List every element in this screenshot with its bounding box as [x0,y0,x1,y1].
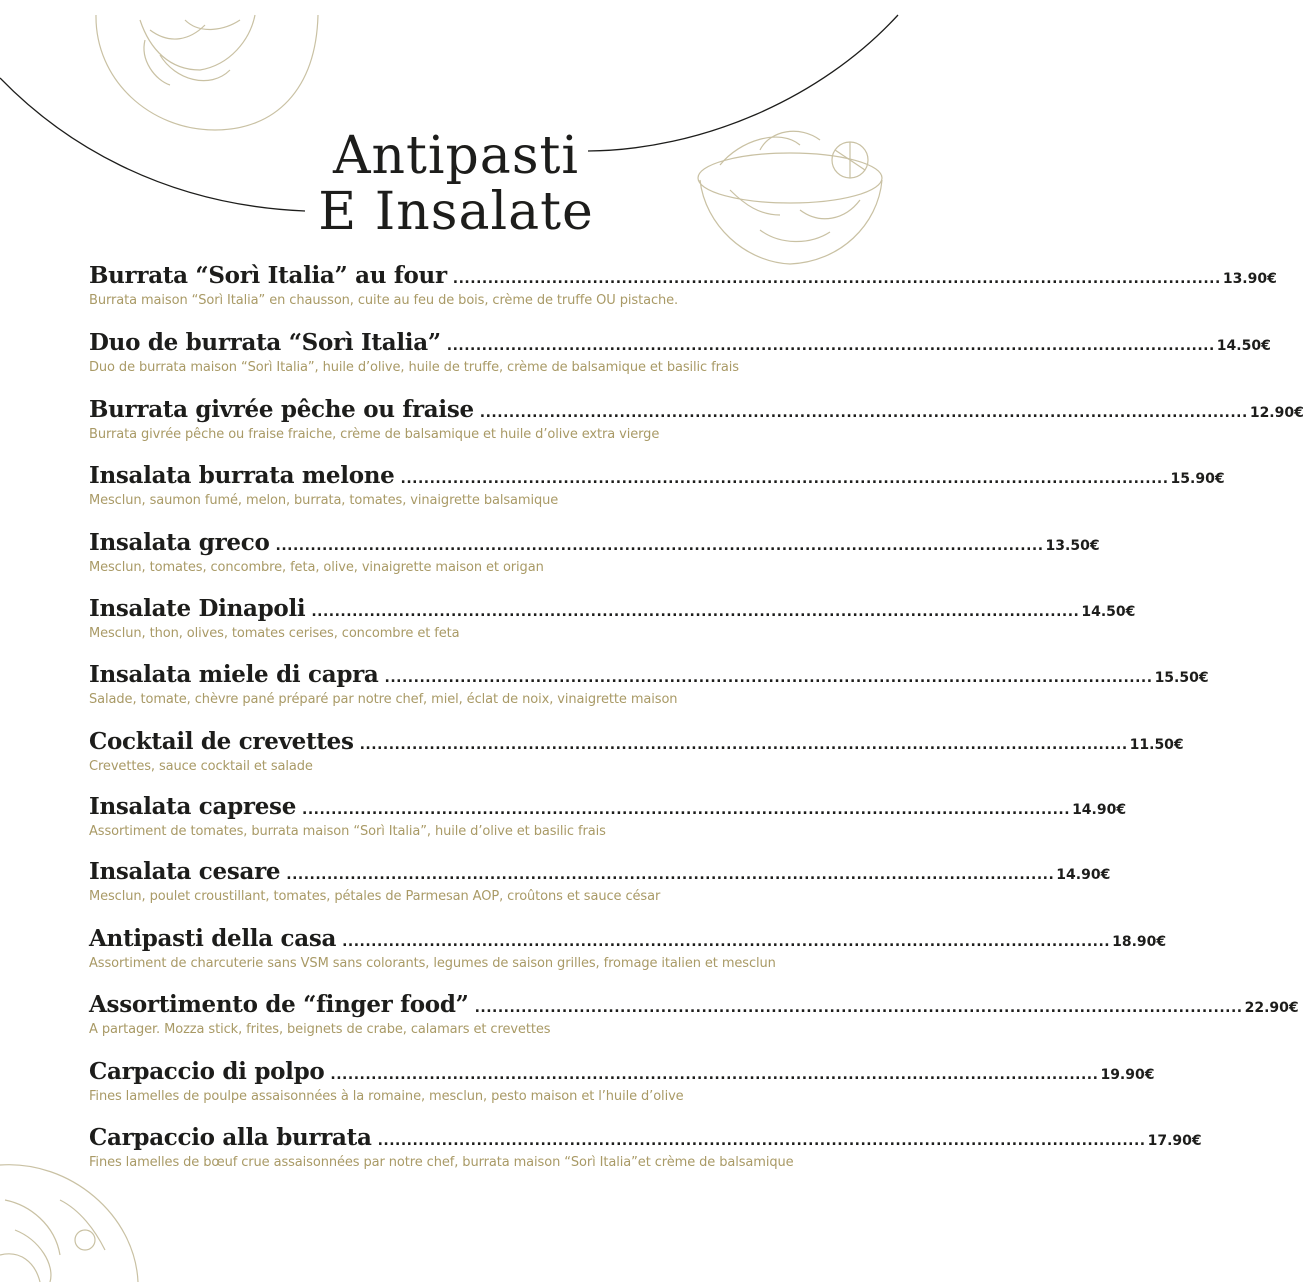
plate-sketch-icon [96,15,318,130]
menu-item [89,661,1209,707]
menu-item [89,925,1167,971]
menu-item [89,396,1304,442]
item-price: 22.90€ [1244,1000,1299,1016]
item-name: Antipasti della casa [89,925,337,952]
menu-item [89,462,1225,508]
menu-item [89,728,1184,774]
page-title-line-2: E Insalate [318,182,594,242]
bottom-plate-sketch-icon [0,1165,138,1282]
menu-item [89,529,1100,575]
item-price: 15.90€ [1170,471,1225,487]
menu-item [89,595,1136,641]
item-description: Mesclun, thon, olives, tomates cerises, concombre et feta [89,626,460,641]
item-description: Burrata maison “Sorì Italia” en chausson, cuite au feu de bois, crème de truffe OU pistache. [89,293,679,308]
item-name: Insalate Dinapoli [89,595,306,622]
item-price: 18.90€ [1112,934,1167,950]
dot-leader: .................................................................................................................................... [311,604,1080,620]
item-description: Assortiment de tomates, burrata maison “Sorì Italia”, huile d’olive et basilic frais [89,824,606,839]
item-price: 14.50€ [1216,338,1271,354]
item-price: 19.90€ [1100,1067,1155,1083]
menu-item [89,991,1299,1037]
item-price: 17.90€ [1147,1133,1202,1149]
item-description: Mesclun, tomates, concombre, feta, olive, vinaigrette maison et origan [89,560,544,575]
menu-item [89,329,1271,375]
item-price: 12.90€ [1249,405,1304,421]
menu-item [89,858,1111,904]
item-name: Carpaccio alla burrata [89,1124,372,1151]
item-price: 14.90€ [1056,867,1111,883]
item-description: Fines lamelles de bœuf crue assaisonnées par notre chef, burrata maison “Sorì Italia”et crème de balsamique [89,1155,794,1170]
dot-leader: .................................................................................................................................... [359,737,1128,753]
item-name: Carpaccio di polpo [89,1058,325,1085]
item-name: Insalata miele di capra [89,661,379,688]
item-description: Crevettes, sauce cocktail et salade [89,759,313,774]
item-name: Burrata “Sorì Italia” au four [89,262,447,289]
menu-item [89,262,1277,308]
dot-leader: .................................................................................................................................... [330,1067,1099,1083]
page-title-line-1: Antipasti [332,126,580,186]
item-description: Mesclun, poulet croustillant, tomates, pétales de Parmesan AOP, croûtons et sauce césar [89,889,661,904]
dot-leader: .................................................................................................................................... [474,1000,1243,1016]
item-description: Salade, tomate, chèvre pané préparé par notre chef, miel, éclat de noix, vinaigrette maison [89,692,678,707]
dot-leader: .................................................................................................................................... [446,338,1215,354]
item-price: 11.50€ [1129,737,1184,753]
dot-leader: .................................................................................................................................... [342,934,1111,950]
item-description: Duo de burrata maison “Sorì Italia”, huile d’olive, huile de truffe, crème de balsamique et basilic frais [89,360,739,375]
dot-leader: .................................................................................................................................... [479,405,1248,421]
item-name: Burrata givrée pêche ou fraise [89,396,474,423]
item-price: 14.50€ [1081,604,1136,620]
item-name: Duo de burrata “Sorì Italia” [89,329,441,356]
item-description: Burrata givrée pêche ou fraise fraiche, crème de balsamique et huile d’olive extra vierge [89,427,660,442]
item-description: Fines lamelles de poulpe assaisonnées à la romaine, mesclun, pesto maison et l’huile d’olive [89,1089,684,1104]
menu-item [89,1124,1202,1170]
dot-leader: .................................................................................................................................... [286,867,1055,883]
dot-leader: .................................................................................................................................... [377,1133,1146,1149]
dot-leader: .................................................................................................................................... [400,471,1169,487]
item-name: Insalata cesare [89,858,281,885]
item-description: Mesclun, saumon fumé, melon, burrata, tomates, vinaigrette balsamique [89,493,559,508]
dot-leader: .................................................................................................................................... [384,670,1153,686]
item-price: 15.50€ [1154,670,1209,686]
item-name: Assortimento de “finger food” [89,991,469,1018]
item-price: 14.90€ [1072,802,1127,818]
item-name: Cocktail de crevettes [89,728,354,755]
item-name: Insalata caprese [89,793,297,820]
dot-leader: .................................................................................................................................... [452,271,1221,287]
item-description: A partager. Mozza stick, frites, beignets de crabe, calamars et crevettes [89,1022,551,1037]
menu-item [89,793,1127,839]
item-name: Insalata burrata melone [89,462,395,489]
dot-leader: .................................................................................................................................... [302,802,1071,818]
dot-leader: .................................................................................................................................... [275,538,1044,554]
item-description: Assortiment de charcuterie sans VSM sans colorants, legumes de saison grilles, fromage italien et mesclun [89,956,776,971]
item-name: Insalata greco [89,529,270,556]
item-price: 13.50€ [1045,538,1100,554]
menu-item [89,1058,1155,1104]
item-price: 13.90€ [1222,271,1277,287]
